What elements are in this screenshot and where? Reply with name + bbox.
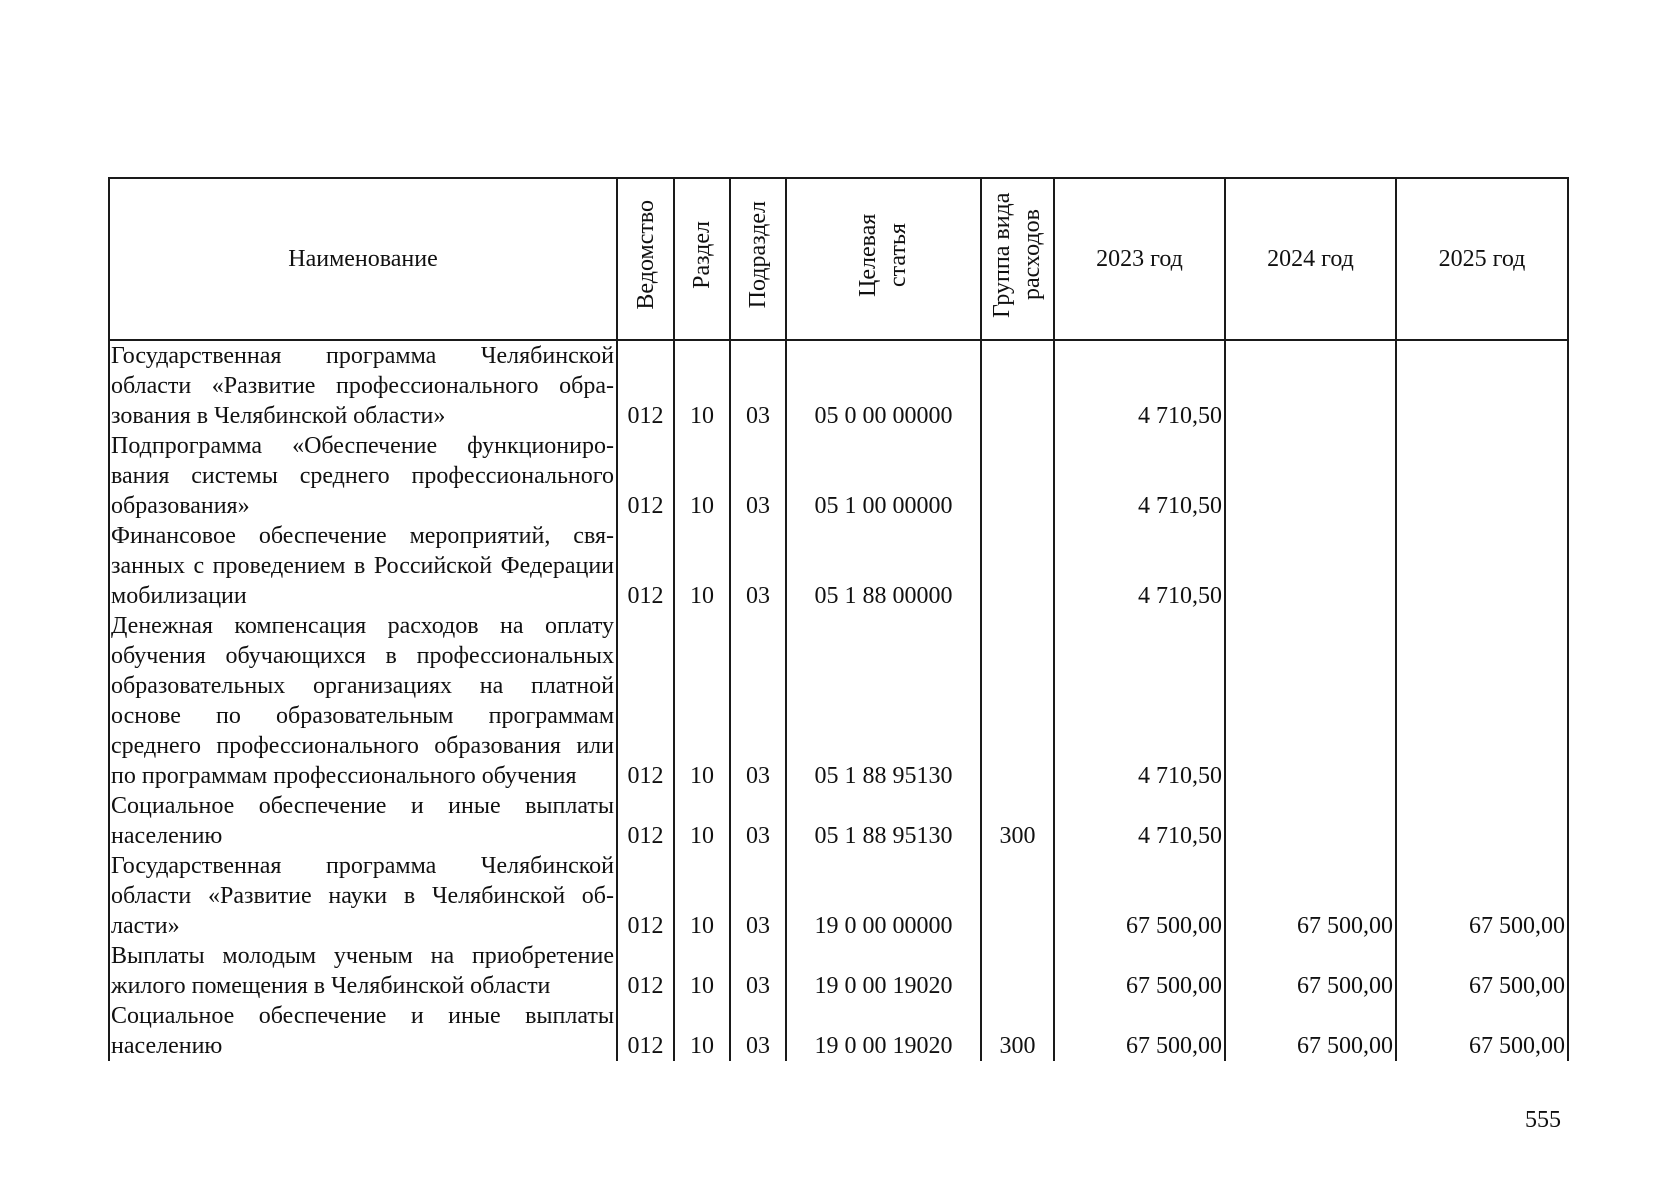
row-value-2023: 4 710,50: [1054, 340, 1225, 431]
table-row: [109, 431, 1568, 521]
row-podrazdel: 03: [730, 1001, 786, 1061]
header-year-2025: 2025 год: [1396, 178, 1568, 340]
row-gruppa: [981, 851, 1054, 941]
table-row: [109, 611, 1568, 791]
row-gruppa: [981, 340, 1054, 431]
row-value-2025: [1396, 340, 1568, 431]
row-vedomstvo: 012: [617, 431, 674, 521]
row-gruppa: [981, 941, 1054, 1001]
table-row: [109, 851, 1568, 941]
row-value-2024: 67 500,00: [1225, 851, 1396, 941]
row-razdel: 10: [674, 1001, 730, 1061]
row-value-2025: [1396, 611, 1568, 791]
row-vedomstvo: 012: [617, 611, 674, 791]
row-gruppa: [981, 431, 1054, 521]
row-value-2023: 4 710,50: [1054, 521, 1225, 611]
row-gruppa: [981, 611, 1054, 791]
row-podrazdel: 03: [730, 791, 786, 851]
row-celevaya-statya: 19 0 00 19020: [786, 941, 981, 1001]
row-razdel: 10: [674, 431, 730, 521]
row-celevaya-statya: 19 0 00 00000: [786, 851, 981, 941]
row-celevaya-statya: 05 1 88 00000: [786, 521, 981, 611]
row-vedomstvo: 012: [617, 1001, 674, 1061]
row-podrazdel: 03: [730, 611, 786, 791]
budget-table: [108, 177, 1569, 1061]
row-value-2024: 67 500,00: [1225, 1001, 1396, 1061]
row-value-2025: 67 500,00: [1396, 941, 1568, 1001]
row-value-2023: 67 500,00: [1054, 1001, 1225, 1061]
row-razdel: 10: [674, 791, 730, 851]
row-value-2023: 4 710,50: [1054, 791, 1225, 851]
row-podrazdel: 03: [730, 340, 786, 431]
row-value-2025: 67 500,00: [1396, 851, 1568, 941]
row-name: Социальное обеспечение и иные выплаты населению: [109, 791, 617, 851]
table-row: [109, 791, 1568, 851]
table-row: [109, 941, 1568, 1001]
table-header-row: [109, 178, 1568, 340]
row-value-2023: 4 710,50: [1054, 611, 1225, 791]
row-value-2024: [1225, 340, 1396, 431]
header-podrazdel: Подраздел: [730, 178, 786, 340]
row-podrazdel: 03: [730, 521, 786, 611]
row-razdel: 10: [674, 611, 730, 791]
row-vedomstvo: 012: [617, 521, 674, 611]
row-razdel: 10: [674, 521, 730, 611]
header-razdel: Раздел: [674, 178, 730, 340]
row-gruppa: [981, 521, 1054, 611]
row-value-2025: [1396, 791, 1568, 851]
row-vedomstvo: 012: [617, 340, 674, 431]
row-podrazdel: 03: [730, 851, 786, 941]
row-value-2025: [1396, 431, 1568, 521]
row-vedomstvo: 012: [617, 941, 674, 1001]
header-year-2023: 2023 год: [1054, 178, 1225, 340]
row-celevaya-statya: 05 1 88 95130: [786, 791, 981, 851]
row-value-2025: [1396, 521, 1568, 611]
page-number: 555: [1525, 1107, 1561, 1133]
row-value-2023: 67 500,00: [1054, 851, 1225, 941]
table-row: [109, 1001, 1568, 1061]
row-name: Социальное обеспечение и иные выплаты населению: [109, 1001, 617, 1061]
row-celevaya-statya: 05 1 00 00000: [786, 431, 981, 521]
row-gruppa: 300: [981, 1001, 1054, 1061]
header-celevaya-statya: Целевая статья: [786, 178, 981, 340]
row-razdel: 10: [674, 340, 730, 431]
row-celevaya-statya: 05 1 88 95130: [786, 611, 981, 791]
row-value-2024: [1225, 431, 1396, 521]
row-name: Финансовое обеспечение мероприятий, связанных с проведением в Российской Федерации мобилизации: [109, 521, 617, 611]
row-razdel: 10: [674, 941, 730, 1001]
row-name: Государственная программа Челябинской области «Развитие профессионального образования в Челябинской области»: [109, 340, 617, 431]
row-value-2025: 67 500,00: [1396, 1001, 1568, 1061]
row-value-2024: [1225, 521, 1396, 611]
row-podrazdel: 03: [730, 941, 786, 1001]
header-name: Наименование: [109, 178, 617, 340]
row-vedomstvo: 012: [617, 851, 674, 941]
row-celevaya-statya: 05 0 00 00000: [786, 340, 981, 431]
row-value-2024: 67 500,00: [1225, 941, 1396, 1001]
row-value-2023: 4 710,50: [1054, 431, 1225, 521]
header-year-2024: 2024 год: [1225, 178, 1396, 340]
row-name: Денежная компенсация расходов на оплату обучения обучающихся в профессиональных образовательных организациях на платной основе по образовательным программам среднего профессионального образования или по программам профессионального обучения: [109, 611, 617, 791]
row-value-2023: 67 500,00: [1054, 941, 1225, 1001]
row-celevaya-statya: 19 0 00 19020: [786, 1001, 981, 1061]
row-gruppa: 300: [981, 791, 1054, 851]
row-name: Подпрограмма «Обеспечение функционирования системы среднего профессионального образования»: [109, 431, 617, 521]
row-name: Государственная программа Челябинской области «Развитие науки в Челябинской области»: [109, 851, 617, 941]
row-podrazdel: 03: [730, 431, 786, 521]
row-name: Выплаты молодым ученым на приобретение жилого помещения в Челябинской области: [109, 941, 617, 1001]
row-value-2024: [1225, 791, 1396, 851]
row-razdel: 10: [674, 851, 730, 941]
row-value-2024: [1225, 611, 1396, 791]
table-row: [109, 340, 1568, 431]
header-gruppa-vida-rashodov: Группа вида расходов: [981, 178, 1054, 340]
row-vedomstvo: 012: [617, 791, 674, 851]
header-vedomstvo: Ведомство: [617, 178, 674, 340]
table-row: [109, 521, 1568, 611]
